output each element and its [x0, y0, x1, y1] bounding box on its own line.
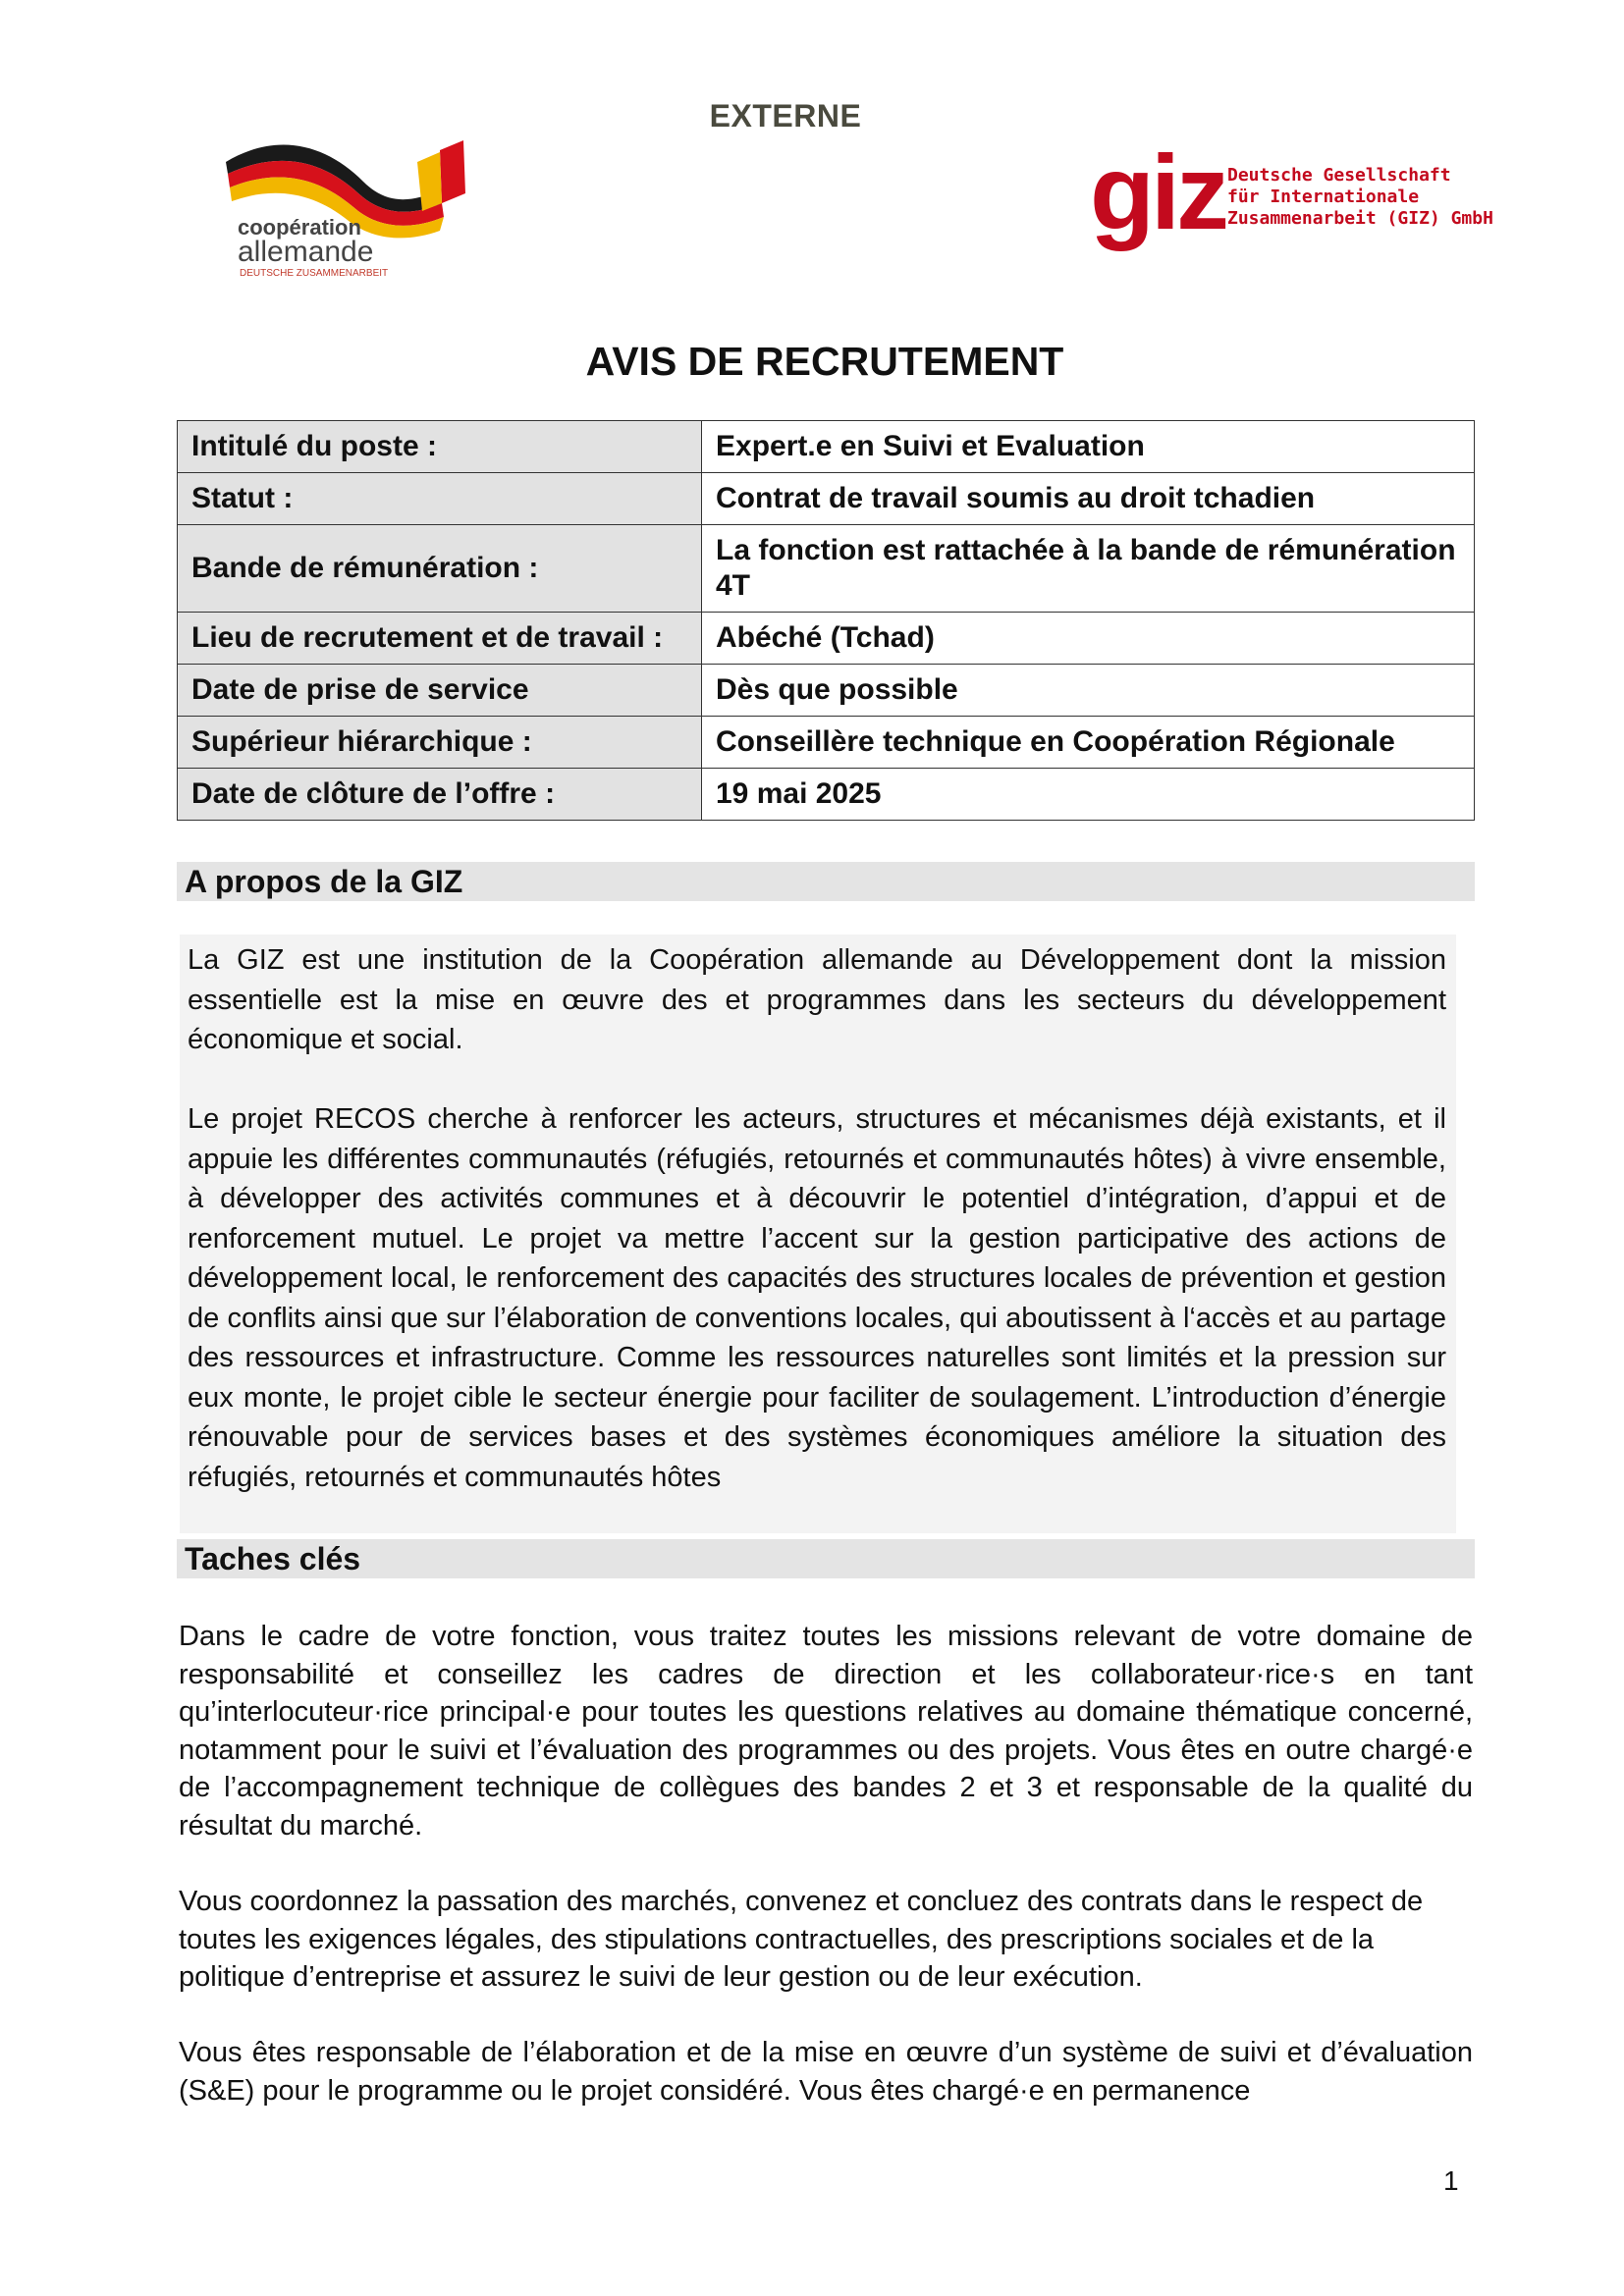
svg-text:allemande: allemande [238, 236, 374, 268]
svg-text:DEUTSCHE ZUSAMMENARBEIT: DEUTSCHE ZUSAMMENARBEIT [240, 268, 389, 279]
row-value: Expert.e en Suivi et Evaluation [702, 421, 1475, 473]
row-label: Date de prise de service [178, 665, 702, 717]
table-row [178, 473, 1475, 525]
page-number: 1 [1443, 2165, 1459, 2196]
giz-name-line-2: für Internationale [1227, 187, 1420, 207]
table-row [178, 421, 1475, 473]
job-info-table [177, 420, 1475, 821]
giz-name-line-3: Zusammenarbeit (GIZ) GmbH [1227, 208, 1493, 229]
table-row [178, 613, 1475, 665]
giz-wordmark: giz [1090, 133, 1225, 251]
row-label: Bande de rémunération : [178, 525, 702, 613]
about-heading: A propos de la GIZ [177, 862, 1475, 901]
tasks-paragraph-3: Vous êtes responsable de l’élaboration et de la mise en œuvre d’un système de suivi et d’évaluation (S&E) pour le programme ou le projet considéré. Vous êtes chargé·e en permanence [179, 2037, 1473, 2107]
tasks-paragraph-2: Vous coordonnez la passation des marchés, convenez et concluez des contrats dans le respect de toutes les exigences légales, des stipulations contractuelles, des prescriptions sociales et de la politique d’entreprise et assurez le suivi de leur gestion ou de leur exécution. [179, 1886, 1424, 1993]
row-value: Abéché (Tchad) [702, 613, 1475, 665]
giz-logo [1090, 133, 1493, 255]
row-label: Intitulé du poste : [178, 421, 702, 473]
page-title: AVIS DE RECRUTEMENT [585, 339, 1064, 384]
about-paragraph-1: La GIZ est une institution de la Coopération allemande au Développement dont la mission essentielle est la mise en œuvre des et programmes dans les secteurs du développement économique et social. [188, 944, 1446, 1055]
row-value: Conseillère technique en Coopération Régionale [702, 717, 1475, 769]
tasks-heading: Taches clés [177, 1539, 1475, 1578]
row-label: Statut : [178, 473, 702, 525]
about-paragraph-2: Le projet RECOS cherche à renforcer les acteurs, structures et mécanismes déjà existants, et il appuie les différentes communautés (réfugiés, retournés et communautés hôtes) à vivre ensemble, à développer des activités communes et à découvrir le potentiel d’intégration, d’appui et de renforcement mutuel. Le projet va mettre l’accent sur la gestion participative des actions de développement local, le renforcement des capacités des structures locales de prévention et gestion de conflits ainsi que sur l’élaboration de conventions locales, qui aboutissent à l‘accès et au partage des ressources et infrastructure. Comme les ressources naturelles sont limités et la pression sur eux monte, le projet cible le secteur énergie pour faciliter de soulagement. L’introduction d’énergie rénouvable pour de services bases et des systèmes économiques améliore la situation des réfugiés, retournés et communautés hôtes [188, 1103, 1446, 1493]
row-label: Supérieur hiérarchique : [178, 717, 702, 769]
row-label: Lieu de recrutement et de travail : [178, 613, 702, 665]
row-value: Dès que possible [702, 665, 1475, 717]
row-value: Contrat de travail soumis au droit tchadien [702, 473, 1475, 525]
classification-label: EXTERNE [709, 98, 862, 133]
row-value: 19 mai 2025 [702, 769, 1475, 821]
tasks-paragraph-1: Dans le cadre de votre fonction, vous traitez toutes les missions relevant de votre domaine de responsabilité et conseillez les cadres de direction et les collaborateur·rice·s en tant qu’interlocuteur·rice principal·e pour toutes les questions relatives au domaine thématique concerné, notamment pour le suivi et l’évaluation des programmes ou des projets. Vous êtes en outre chargé·e de l’accompagnement technique de collègues des bandes 2 et 3 et responsable de la qualité du résultat du marché. [179, 1621, 1473, 1842]
row-label: Date de clôture de l’offre : [178, 769, 702, 821]
cooperation-allemande-logo [216, 133, 471, 280]
table-row [178, 525, 1475, 613]
table-row [178, 769, 1475, 821]
table-row [178, 665, 1475, 717]
row-value: La fonction est rattachée à la bande de rémunération 4T [702, 525, 1475, 613]
table-row [178, 717, 1475, 769]
giz-name-line-1: Deutsche Gesellschaft [1227, 165, 1451, 186]
svg-text:coopération: coopération [238, 215, 361, 240]
